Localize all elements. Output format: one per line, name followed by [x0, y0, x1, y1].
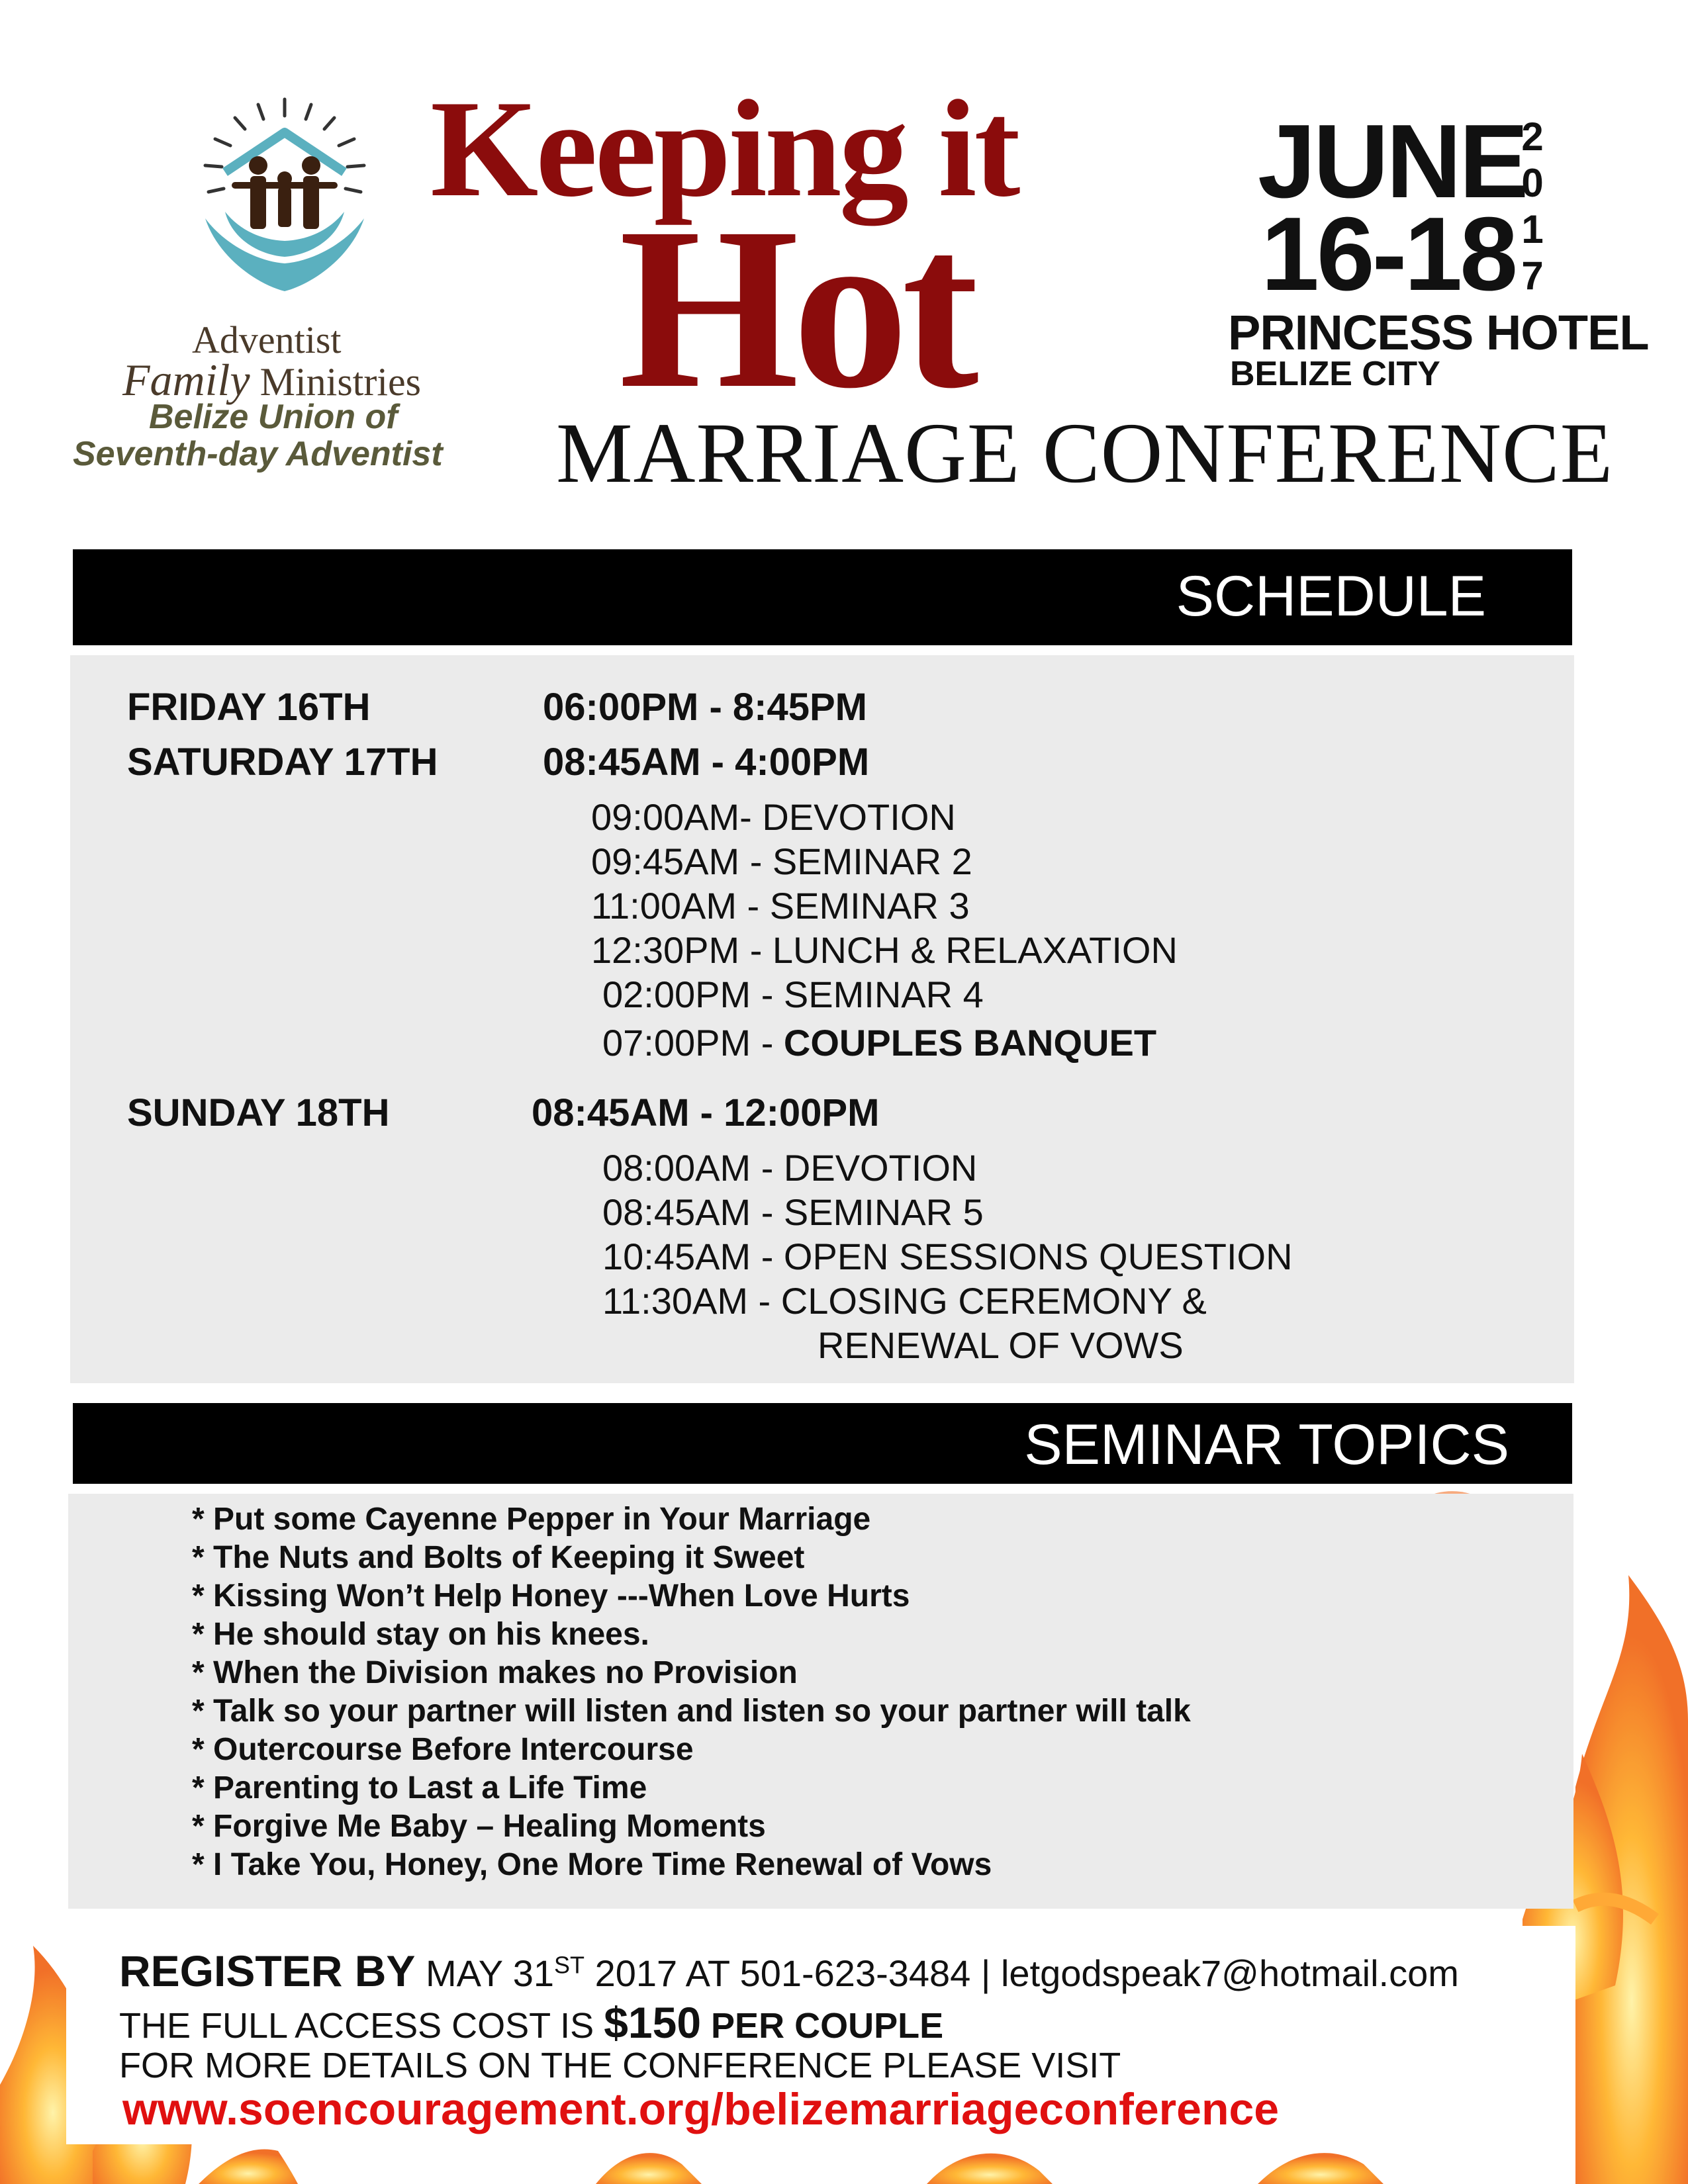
- schedule-range-saturday: 08:45AM - 4:00PM: [543, 741, 870, 784]
- topic-item: * When the Division makes no Provision: [192, 1655, 798, 1690]
- schedule-item: 12:30PM - LUNCH & RELAXATION: [591, 929, 1178, 971]
- schedule-item: 02:00PM - SEMINAR 4: [602, 974, 984, 1015]
- year-digit: 1: [1521, 207, 1544, 251]
- cost-amount: $150: [604, 1998, 702, 2047]
- cost-suffix: PER COUPLE: [701, 2006, 944, 2046]
- cost-prefix: THE FULL ACCESS COST IS: [119, 2006, 604, 2046]
- topic-item: * Put some Cayenne Pepper in Your Marriage: [192, 1502, 871, 1537]
- banquet-time: 07:00PM -: [602, 1022, 784, 1064]
- year-digit: 7: [1521, 253, 1544, 298]
- topic-item: * I Take You, Honey, One More Time Renewal of Vows: [192, 1847, 992, 1882]
- topics-header-bar: [73, 1403, 1572, 1484]
- cost-line: [119, 1997, 943, 2048]
- title-marriage-conference: MARRIAGE CONFERENCE: [556, 406, 1614, 501]
- topic-item: * Parenting to Last a Life Time: [192, 1770, 647, 1805]
- title-keeping-it: Keeping it: [430, 72, 1018, 226]
- topic-item: * Kissing Won’t Help Honey ---When Love Hurts: [192, 1578, 910, 1614]
- register-line: [119, 1946, 1459, 1996]
- event-venue: PRINCESS HOTEL: [1228, 305, 1649, 360]
- schedule-heading: SCHEDULE: [1176, 565, 1486, 628]
- schedule-item: 08:00AM - DEVOTION: [602, 1147, 978, 1189]
- schedule-item: 11:00AM - SEMINAR 3: [591, 885, 970, 927]
- schedule-day-sunday: SUNDAY 18TH: [127, 1091, 390, 1134]
- schedule-item: 08:45AM - SEMINAR 5: [602, 1191, 984, 1233]
- topic-item: * Talk so your partner will listen and listen so your partner will talk: [192, 1694, 1191, 1729]
- banquet-label: COUPLES BANQUET: [783, 1022, 1157, 1064]
- schedule-item: 10:45AM - OPEN SESSIONS QUESTION: [602, 1236, 1293, 1277]
- event-dates: 16-18: [1261, 196, 1516, 312]
- schedule-item: 11:30AM - CLOSING CEREMONY &: [602, 1280, 1207, 1322]
- schedule-header-bar: [73, 549, 1572, 645]
- details-line: FOR MORE DETAILS ON THE CONFERENCE PLEASE VISIT: [119, 2046, 1121, 2085]
- schedule-item: RENEWAL OF VOWS: [818, 1324, 1184, 1366]
- schedule-day-saturday: SATURDAY 17TH: [127, 741, 438, 784]
- event-year: [1516, 114, 1549, 299]
- logo-text-adventist: Adventist: [192, 318, 342, 361]
- family-ministries-logo: [179, 93, 391, 318]
- event-month: JUNE: [1258, 103, 1526, 220]
- schedule-range-sunday: 08:45AM - 12:00PM: [532, 1091, 880, 1134]
- logo-text-family: Family: [122, 355, 250, 405]
- logo-text-belize-union: Belize Union of: [149, 398, 398, 436]
- schedule-item: 09:00AM- DEVOTION: [591, 796, 956, 838]
- schedule-day-friday: FRIDAY 16TH: [127, 686, 371, 729]
- register-contact: 2017 AT 501-623-3484 | letgodspeak7@hotmail.com: [585, 1952, 1459, 1994]
- schedule-item-banquet: [602, 1021, 1156, 1064]
- year-digit: 2: [1521, 114, 1544, 159]
- schedule-item: 09:45AM - SEMINAR 2: [591, 841, 972, 882]
- title-hot: Hot: [619, 179, 972, 436]
- year-digit: 0: [1521, 161, 1544, 205]
- topics-heading: SEMINAR TOPICS: [1024, 1413, 1509, 1477]
- event-city: BELIZE CITY: [1230, 355, 1440, 393]
- logo-text-seventh-day: Seventh-day Adventist: [73, 435, 443, 473]
- logo-text-ministries: Ministries: [250, 360, 421, 404]
- topic-item: * Outercourse Before Intercourse: [192, 1732, 694, 1767]
- topic-item: * The Nuts and Bolts of Keeping it Sweet: [192, 1540, 805, 1575]
- conference-url-link[interactable]: www.soencouragement.org/belizemarriageconference: [122, 2084, 1280, 2134]
- schedule-range-friday: 06:00PM - 8:45PM: [543, 686, 867, 729]
- register-date-suffix: ST: [554, 1951, 585, 1979]
- topic-item: * He should stay on his knees.: [192, 1617, 649, 1652]
- topic-item: * Forgive Me Baby – Healing Moments: [192, 1809, 766, 1844]
- register-date: MAY 31: [415, 1952, 554, 1994]
- register-label: REGISTER BY: [119, 1946, 416, 1995]
